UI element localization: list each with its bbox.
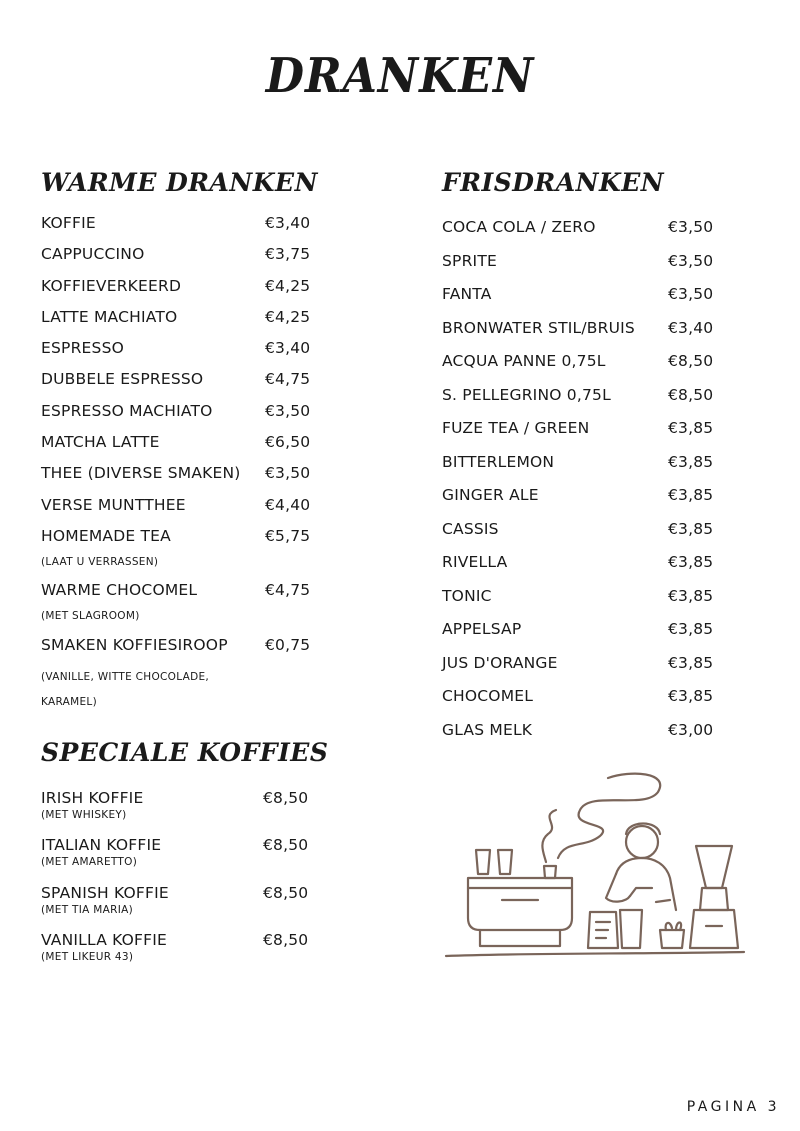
item-price: €3,85: [668, 452, 714, 471]
item-name: KOFFIE: [41, 214, 96, 232]
item-price: €4,25: [265, 276, 311, 295]
menu-item: [41, 370, 341, 401]
item-note: (MET LIKEUR 43): [41, 950, 134, 963]
item-name: ESPRESSO MACHIATO: [41, 401, 213, 420]
item-name: SPRITE: [442, 251, 497, 270]
item-price: €8,50: [263, 883, 309, 902]
barista-illustration-icon: [440, 770, 750, 970]
menu-item: [442, 453, 742, 487]
item-price: €3,40: [265, 214, 311, 232]
menu-item: [442, 252, 742, 286]
menu-item: [442, 319, 742, 353]
item-price: €3,50: [668, 218, 714, 236]
item-price: €3,85: [668, 620, 714, 638]
menu-item: [41, 308, 341, 339]
item-note: (LAAT U VERRASSEN): [41, 555, 159, 568]
item-price: €4,40: [265, 495, 311, 514]
item-name: S. PELLEGRINO 0,75L: [442, 385, 611, 404]
item-price: €3,40: [668, 318, 714, 337]
item-name: THEE (DIVERSE SMAKEN): [41, 464, 241, 483]
item-name: ACQUA PANNE 0,75L: [442, 352, 606, 370]
item-price: €4,25: [265, 307, 311, 326]
menu-item: [442, 687, 742, 721]
item-name: WARME CHOCOMEL: [41, 581, 198, 600]
item-note-line: (VANILLE, WITTE CHOCOLADE,: [41, 670, 210, 683]
item-name: BRONWATER STIL/BRUIS: [442, 318, 635, 337]
item-note: (MET TIA MARIA): [41, 903, 133, 916]
menu-item: [41, 931, 341, 978]
item-note: (MET WHISKEY): [41, 809, 127, 821]
menu-item: [41, 636, 341, 716]
item-price: €3,50: [265, 464, 311, 483]
item-price: €8,50: [263, 836, 309, 855]
item-name: VANILLA KOFFIE: [41, 930, 168, 949]
menu-item: [41, 527, 341, 582]
item-name: GINGER ALE: [442, 486, 539, 504]
item-name: COCA COLA / ZERO: [442, 218, 596, 236]
item-name: HOMEMADE TEA: [41, 526, 171, 545]
menu-item: [442, 520, 742, 554]
menu-item: [442, 419, 742, 453]
section-title-frisdranken: FRISDRANKEN: [442, 168, 665, 197]
item-name: CASSIS: [442, 519, 499, 538]
item-price: €6,50: [265, 433, 311, 452]
item-name: TONIC: [442, 586, 492, 605]
menu-item: [41, 245, 341, 276]
item-price: €4,75: [265, 370, 311, 389]
item-price: €3,00: [668, 720, 714, 739]
menu-item: [41, 339, 341, 370]
menu-item: [41, 277, 341, 308]
speciale-koffies-list: [41, 789, 341, 978]
item-price: €8,50: [668, 352, 714, 370]
page-title: DRANKEN: [265, 48, 535, 104]
item-price: €8,50: [668, 385, 714, 404]
menu-item: [442, 553, 742, 587]
item-name: CAPPUCCINO: [41, 245, 145, 264]
menu-item: [41, 496, 341, 527]
item-price: €3,85: [668, 586, 714, 605]
menu-item: [41, 402, 341, 433]
item-price: €3,50: [668, 285, 714, 303]
item-price: €0,75: [265, 635, 311, 654]
item-note: (MET AMARETTO): [41, 856, 138, 869]
item-name: FUZE TEA / GREEN: [442, 419, 590, 437]
item-name: CHOCOMEL: [442, 687, 534, 705]
menu-item: [442, 386, 742, 420]
item-price: €3,85: [668, 553, 714, 571]
item-name: GLAS MELK: [442, 720, 533, 739]
menu-item: [442, 218, 742, 252]
item-name: LATTE MACHIATO: [41, 307, 178, 326]
section-title-warme-dranken: WARME DRANKEN: [41, 168, 318, 197]
item-price: €3,85: [668, 486, 714, 504]
item-price: €3,85: [668, 419, 714, 437]
menu-item: [41, 433, 341, 464]
item-name: FANTA: [442, 285, 492, 303]
menu-item: [442, 721, 742, 755]
item-name: SMAKEN KOFFIESIROOP: [41, 635, 228, 654]
item-price: €4,75: [265, 581, 311, 600]
item-name: ITALIAN KOFFIE: [41, 836, 162, 855]
menu-item: [41, 214, 341, 245]
item-price: €3,85: [668, 519, 714, 538]
section-title-speciale-koffies: SPECIALE KOFFIES: [41, 738, 329, 767]
menu-item: [41, 581, 341, 636]
menu-item: [41, 789, 341, 836]
item-price: €3,85: [668, 653, 714, 672]
item-name: KOFFIEVERKEERD: [41, 276, 182, 295]
menu-item: [41, 464, 341, 495]
item-price: €8,50: [263, 930, 309, 949]
item-note: [41, 665, 209, 715]
menu-item: [442, 620, 742, 654]
menu-item: [442, 352, 742, 386]
item-note: (MET SLAGROOM): [41, 610, 140, 623]
menu-item: [442, 654, 742, 688]
item-name: VERSE MUNTTHEE: [41, 495, 186, 514]
item-price: €8,50: [263, 789, 309, 807]
item-price: €3,85: [668, 687, 714, 705]
menu-item: [41, 884, 341, 931]
frisdranken-list: [442, 218, 742, 754]
menu-item: [442, 486, 742, 520]
item-name: IRISH KOFFIE: [41, 789, 144, 807]
menu-item: [442, 285, 742, 319]
item-note-line: KARAMEL): [41, 695, 97, 708]
item-name: BITTERLEMON: [442, 452, 555, 471]
item-name: RIVELLA: [442, 553, 508, 571]
item-price: €3,50: [265, 401, 311, 420]
item-name: SPANISH KOFFIE: [41, 883, 169, 902]
menu-item: [41, 836, 341, 883]
warme-dranken-list: [41, 214, 341, 716]
item-name: ESPRESSO: [41, 339, 125, 358]
item-name: APPELSAP: [442, 620, 522, 638]
item-price: €5,75: [265, 526, 311, 545]
item-price: €3,50: [668, 251, 714, 270]
item-name: MATCHA LATTE: [41, 433, 160, 452]
item-price: €3,40: [265, 339, 311, 358]
page-number: PAGINA 3: [686, 1099, 780, 1115]
item-name: DUBBELE ESPRESSO: [41, 370, 204, 389]
menu-item: [442, 587, 742, 621]
item-price: €3,75: [265, 245, 311, 264]
item-name: JUS D'ORANGE: [442, 653, 558, 672]
